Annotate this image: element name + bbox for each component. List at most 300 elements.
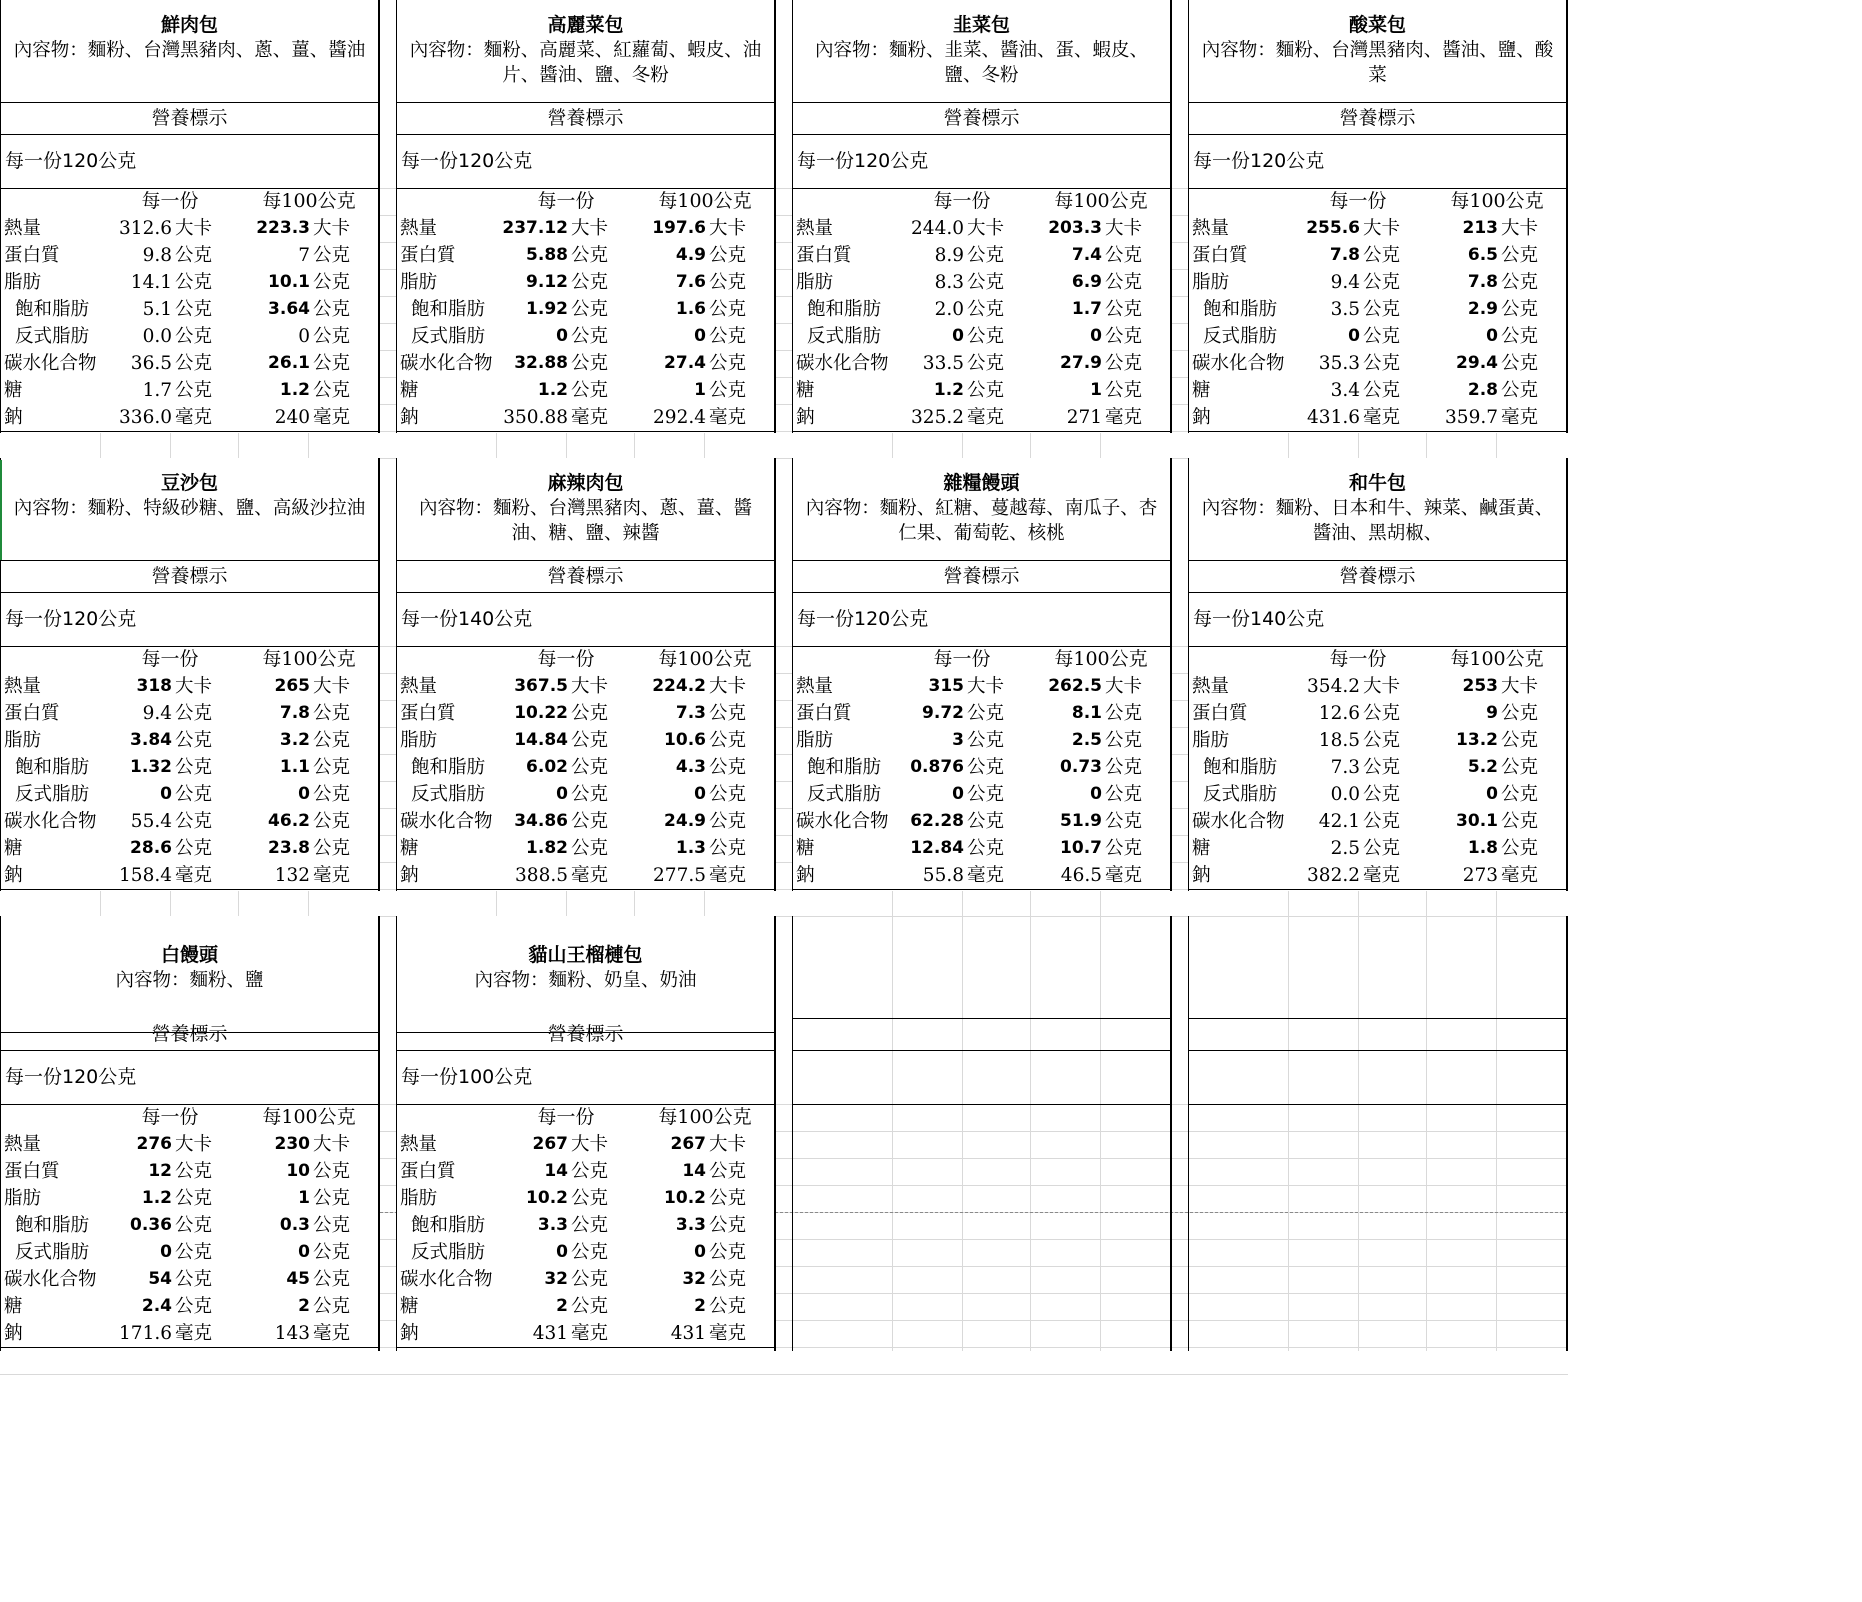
nutrient-row [1189,323,1566,350]
per-100g-value: 8.1 [1071,703,1102,723]
per-100g-unit: 公克 [709,326,747,347]
per-100g-value: 13.2 [1456,730,1498,750]
nutrient-name: 脂肪 [796,730,834,751]
per-serving-value: 9.12 [526,272,568,292]
per-serving-unit: 公克 [967,380,1005,401]
per-100g-value: 253 [1462,676,1498,696]
nutrition-card [396,916,776,1351]
nutrient-row [397,835,774,862]
per-serving-value: 158.4 [119,865,172,886]
per-serving-unit: 公克 [1363,326,1401,347]
per-serving-value: 0.0 [1330,784,1360,805]
per-serving-unit: 毫克 [175,407,213,428]
product-header [1,458,378,561]
per-100g-value: 24.9 [664,811,706,831]
per-serving-value: 1.2 [933,380,964,400]
per-100g-unit: 毫克 [1105,865,1143,886]
per-100g-value: 4.9 [675,245,706,265]
ingredients-text: 內容物：麵粉、台灣黑豬肉、醬油、鹽、酸菜 [1201,40,1554,86]
serving-size: 每一份140公克 [397,592,774,647]
nutrient-row [793,269,1170,296]
nutrient-row [793,727,1170,754]
nutrition-label-heading: 營養標示 [1189,102,1566,135]
nutrient-row [397,673,774,700]
per-100g-value: 223.3 [256,218,310,238]
column-headers [1,1104,378,1131]
ingredients-text: 內容物：麵粉、紅糖、蔓越莓、南瓜子、杏仁果、葡萄乾、核桃 [805,498,1158,544]
nutrition-card [0,0,380,433]
nutrient-name: 碳水化合物 [1192,353,1285,374]
per-100g-header: 每100公克 [1450,648,1544,670]
per-100g-header: 每100公克 [1054,190,1148,212]
per-100g-value: 5.2 [1467,757,1498,777]
per-serving-unit: 公克 [571,1188,609,1209]
per-serving-value: 431 [532,1323,568,1344]
per-serving-value: 2.5 [1330,838,1360,859]
nutrient-name: 脂肪 [4,1188,42,1209]
product-name: 豆沙包 [160,472,218,494]
per-serving-value: 34.86 [514,811,568,831]
ingredients-text: 內容物：麵粉、韭菜、醬油、蛋、蝦皮、鹽、冬粉 [814,40,1148,86]
per-serving-unit: 公克 [175,299,213,320]
nutrition-label-heading: 營養標示 [793,560,1170,593]
per-100g-unit: 公克 [1105,811,1143,832]
nutrient-name: 反式脂肪 [15,1242,90,1263]
product-header [1189,458,1566,561]
nutrient-name: 鈉 [400,407,419,428]
product-name: 麻辣肉包 [547,472,624,494]
per-100g-unit: 公克 [709,757,747,778]
nutrient-row [397,242,774,269]
nutrient-name: 糖 [4,838,23,859]
nutrient-row [1,673,378,700]
per-100g-unit: 大卡 [709,218,747,239]
nutrient-name: 熱量 [1192,676,1230,697]
nutrient-row [397,754,774,781]
per-100g-unit: 公克 [313,757,351,778]
nutrient-name: 飽和脂肪 [15,1215,90,1236]
nutrient-row [1,350,378,377]
per-serving-header: 每一份 [1329,648,1387,670]
nutrient-row [1,808,378,835]
card-bottom-border [1,431,378,432]
per-serving-value: 0 [1348,326,1360,346]
per-100g-unit: 大卡 [1105,218,1143,239]
per-100g-unit: 公克 [1105,326,1143,347]
nutrient-name: 碳水化合物 [796,811,889,832]
per-serving-value: 2 [556,1296,568,1316]
nutrient-row [793,323,1170,350]
nutrient-row [1,404,378,431]
per-100g-unit: 公克 [313,1188,351,1209]
nutrition-label-heading: 營養標示 [1189,560,1566,593]
nutrition-label-heading [1189,1018,1566,1051]
product-header [1189,0,1566,103]
per-100g-unit: 公克 [709,784,747,805]
per-serving-value: 0 [952,784,964,804]
per-100g-value: 0 [694,784,706,804]
per-serving-value: 9.4 [1330,272,1360,293]
nutrient-row [793,754,1170,781]
per-100g-value: 10.6 [664,730,706,750]
per-serving-unit: 公克 [967,703,1005,724]
per-100g-value: 213 [1462,218,1498,238]
nutrient-row [397,296,774,323]
product-name: 酸菜包 [1348,14,1406,36]
per-100g-value: 230 [274,1134,310,1154]
per-100g-value: 10 [286,1161,310,1181]
nutrient-row [1189,377,1566,404]
nutrient-name: 碳水化合物 [400,353,493,374]
nutrient-name: 反式脂肪 [807,784,882,805]
per-serving-unit: 公克 [967,299,1005,320]
nutrition-card [792,458,1172,891]
per-serving-unit: 公克 [967,838,1005,859]
per-100g-unit: 公克 [1501,353,1539,374]
per-100g-value: 29.4 [1456,353,1498,373]
per-100g-value: 27.4 [664,353,706,373]
per-serving-value: 0 [952,326,964,346]
per-100g-value: 9 [1486,703,1498,723]
product-header [1,916,378,1033]
nutrient-name: 飽和脂肪 [1203,299,1278,320]
product-name: 高麗菜包 [547,14,624,36]
nutrient-name: 反式脂肪 [411,326,486,347]
nutrition-label-heading: 營養標示 [397,1018,774,1051]
per-serving-unit: 公克 [175,1296,213,1317]
empty-card [792,916,1172,1351]
per-100g-value: 1.6 [675,299,706,319]
per-serving-unit: 公克 [175,730,213,751]
serving-size: 每一份120公克 [1189,134,1566,189]
nutrient-name: 蛋白質 [1192,703,1248,724]
card-bottom-border [1189,889,1566,890]
per-serving-value: 171.6 [119,1323,172,1344]
per-serving-unit: 公克 [1363,245,1401,266]
nutrient-row [397,1239,774,1266]
card-bottom-border [1,1347,378,1348]
per-100g-header: 每100公克 [1054,648,1148,670]
per-100g-unit: 毫克 [709,407,747,428]
per-100g-unit: 公克 [313,299,351,320]
per-100g-value: 1 [1090,380,1102,400]
per-100g-unit: 公克 [1105,757,1143,778]
per-serving-value: 431.6 [1307,407,1360,428]
per-serving-value: 10.22 [514,703,568,723]
per-100g-value: 0 [1090,784,1102,804]
per-serving-unit: 公克 [175,1188,213,1209]
nutrient-name: 糖 [1192,838,1211,859]
per-serving-unit: 公克 [571,811,609,832]
per-100g-value: 359.7 [1445,407,1498,428]
nutrient-row [397,1320,774,1347]
nutrient-name: 鈉 [1192,407,1211,428]
nutrient-name: 反式脂肪 [807,326,882,347]
per-serving-unit: 公克 [967,757,1005,778]
ingredients-text: 內容物：麵粉、鹽 [115,970,264,991]
nutrient-row [793,781,1170,808]
per-100g-unit: 公克 [313,1161,351,1182]
ingredients-text: 內容物：麵粉、台灣黑豬肉、蔥、薑、醬油、糖、鹽、辣醬 [418,498,752,544]
per-100g-value: 32 [682,1269,706,1289]
per-100g-header: 每100公克 [262,648,356,670]
per-100g-value: 23.8 [268,838,310,858]
per-100g-value: 0 [1486,326,1498,346]
per-100g-value: 0.3 [279,1215,310,1235]
per-100g-unit: 毫克 [1501,865,1539,886]
nutrient-row [1,1239,378,1266]
per-serving-value: 3.84 [130,730,172,750]
per-100g-value: 7 [298,245,310,266]
per-100g-header: 每100公克 [1450,190,1544,212]
selected-cell-marker [0,460,2,560]
nutrition-label-heading: 營養標示 [1,102,378,135]
card-bottom-border [1,889,378,890]
nutrient-row [793,700,1170,727]
per-100g-value: 10.7 [1060,838,1102,858]
per-100g-value: 0.73 [1060,757,1102,777]
per-serving-unit: 毫克 [571,1323,609,1344]
nutrient-name: 蛋白質 [796,245,852,266]
product-name: 和牛包 [1348,472,1406,494]
per-100g-value: 30.1 [1456,811,1498,831]
per-100g-unit: 公克 [1105,353,1143,374]
per-serving-unit: 公克 [571,838,609,859]
per-100g-unit: 公克 [313,784,351,805]
nutrient-name: 飽和脂肪 [15,757,90,778]
per-100g-unit: 公克 [1501,784,1539,805]
per-100g-unit: 公克 [313,703,351,724]
per-100g-unit: 公克 [313,245,351,266]
nutrient-row [397,377,774,404]
per-serving-value: 1.32 [130,757,172,777]
ingredients-text: 內容物：麵粉、台灣黑豬肉、蔥、薑、醬油 [13,40,366,61]
per-100g-value: 0 [298,1242,310,1262]
per-100g-unit: 大卡 [313,676,351,697]
per-serving-unit: 公克 [1363,757,1401,778]
card-bottom-border [793,889,1170,890]
nutrient-name: 飽和脂肪 [807,299,882,320]
per-100g-header: 每100公克 [658,648,752,670]
nutrient-row [1,781,378,808]
per-100g-unit: 公克 [313,326,351,347]
nutrition-label-heading: 營養標示 [1,1018,378,1051]
per-100g-unit: 公克 [1501,730,1539,751]
per-serving-value: 7.3 [1330,757,1360,778]
per-serving-value: 3.4 [1330,380,1360,401]
nutrient-name: 反式脂肪 [411,784,486,805]
per-serving-value: 6.02 [526,757,568,777]
per-serving-value: 2.0 [934,299,964,320]
per-100g-unit: 公克 [709,245,747,266]
nutrient-name: 碳水化合物 [400,811,493,832]
per-100g-value: 26.1 [268,353,310,373]
per-serving-value: 32 [544,1269,568,1289]
nutrient-row [793,215,1170,242]
per-serving-value: 2.4 [141,1296,172,1316]
product-header [793,458,1170,561]
per-100g-unit: 公克 [313,1269,351,1290]
per-100g-unit: 公克 [1105,784,1143,805]
nutrient-row [397,404,774,431]
per-serving-value: 55.8 [922,865,964,886]
column-headers [1189,188,1566,215]
nutrient-name: 鈉 [1192,865,1211,886]
per-serving-value: 267 [532,1134,568,1154]
per-100g-unit: 大卡 [1501,676,1539,697]
per-serving-value: 5.1 [142,299,172,320]
nutrient-row [397,727,774,754]
nutrient-row [397,215,774,242]
per-100g-unit: 公克 [1501,703,1539,724]
per-serving-value: 32.88 [514,353,568,373]
per-100g-unit: 公克 [313,380,351,401]
per-100g-value: 1.1 [279,757,310,777]
nutrient-row [793,673,1170,700]
per-100g-value: 46.2 [268,811,310,831]
nutrition-card [0,458,380,891]
nutrient-name: 糖 [4,1296,23,1317]
product-name: 雜糧饅頭 [943,472,1020,494]
per-serving-unit: 公克 [1363,811,1401,832]
per-100g-unit: 大卡 [709,676,747,697]
per-100g-value: 1.8 [1467,838,1498,858]
per-serving-unit: 公克 [571,1215,609,1236]
per-serving-value: 0.0 [142,326,172,347]
per-100g-unit: 公克 [1501,299,1539,320]
per-serving-unit: 大卡 [571,676,609,697]
per-100g-value: 7.3 [675,703,706,723]
per-100g-value: 7.4 [1071,245,1102,265]
per-serving-unit: 公克 [175,811,213,832]
per-100g-unit: 公克 [1105,730,1143,751]
nutrient-row [1,862,378,889]
per-serving-unit: 公克 [1363,784,1401,805]
per-serving-unit: 大卡 [175,218,213,239]
per-100g-unit: 公克 [313,811,351,832]
per-100g-value: 1.7 [1071,299,1102,319]
nutrition-label-heading: 營養標示 [1,560,378,593]
per-100g-value: 2 [298,1296,310,1316]
nutrient-name: 蛋白質 [4,703,60,724]
per-serving-unit: 公克 [175,1269,213,1290]
nutrient-name: 飽和脂肪 [1203,757,1278,778]
card-bottom-border [397,1347,774,1348]
nutrient-name: 糖 [4,380,23,401]
nutrient-name: 飽和脂肪 [15,299,90,320]
per-100g-unit: 公克 [1501,245,1539,266]
column-headers [397,646,774,673]
per-serving-unit: 大卡 [571,218,609,239]
per-100g-unit: 大卡 [1501,218,1539,239]
per-serving-value: 7.8 [1329,245,1360,265]
per-100g-unit: 毫克 [1501,407,1539,428]
per-100g-value: 0 [694,326,706,346]
per-serving-unit: 公克 [571,757,609,778]
per-serving-value: 3.5 [1330,299,1360,320]
per-serving-unit: 公克 [175,353,213,374]
per-100g-value: 1.2 [279,380,310,400]
nutrient-row [397,1185,774,1212]
nutrient-row [1,754,378,781]
per-100g-unit: 公克 [1105,838,1143,859]
per-100g-header: 每100公克 [658,190,752,212]
card-bottom-border [397,889,774,890]
per-100g-value: 0 [1486,784,1498,804]
nutrient-name: 熱量 [4,218,42,239]
product-header [397,916,774,1033]
per-100g-value: 203.3 [1048,218,1102,238]
per-100g-unit: 公克 [313,1242,351,1263]
nutrient-row [397,1131,774,1158]
per-serving-unit: 公克 [571,353,609,374]
product-header [397,0,774,103]
per-serving-unit: 公克 [571,784,609,805]
per-serving-unit: 公克 [1363,353,1401,374]
per-serving-unit: 毫克 [175,1323,213,1344]
per-100g-value: 6.9 [1071,272,1102,292]
per-serving-value: 5.88 [526,245,568,265]
product-header [397,458,774,561]
per-100g-value: 7.6 [675,272,706,292]
nutrient-row [1,700,378,727]
nutrient-name: 熱量 [796,218,834,239]
per-serving-unit: 公克 [1363,380,1401,401]
per-serving-unit: 公克 [175,1215,213,1236]
nutrient-name: 飽和脂肪 [411,299,486,320]
nutrient-row [397,1266,774,1293]
per-100g-unit: 毫克 [313,865,351,886]
per-100g-unit: 大卡 [313,1134,351,1155]
per-serving-unit: 大卡 [175,1134,213,1155]
nutrient-name: 蛋白質 [400,1161,456,1182]
per-serving-unit: 公克 [175,245,213,266]
nutrition-label-heading: 營養標示 [397,102,774,135]
nutrient-name: 反式脂肪 [1203,326,1278,347]
nutrient-row [1189,215,1566,242]
nutrient-row [397,323,774,350]
per-100g-value: 262.5 [1048,676,1102,696]
nutrient-row [1,269,378,296]
per-100g-value: 1 [298,1188,310,1208]
per-serving-value: 244.0 [911,218,964,239]
per-serving-unit: 公克 [1363,272,1401,293]
nutrient-name: 鈉 [400,865,419,886]
per-100g-unit: 公克 [313,838,351,859]
per-100g-value: 1 [694,380,706,400]
per-serving-unit: 公克 [1363,703,1401,724]
per-serving-unit: 公克 [1363,838,1401,859]
serving-size: 每一份120公克 [1,1050,378,1105]
per-serving-value: 8.9 [934,245,964,266]
per-serving-value: 33.5 [922,353,964,374]
per-serving-unit: 公克 [571,380,609,401]
per-serving-value: 237.12 [502,218,568,238]
per-serving-value: 0.876 [910,757,964,777]
per-100g-value: 1.3 [675,838,706,858]
nutrient-row [793,242,1170,269]
per-100g-unit: 公克 [1501,757,1539,778]
per-serving-value: 0 [556,1242,568,1262]
nutrient-name: 碳水化合物 [4,353,97,374]
per-100g-value: 240 [274,407,310,428]
nutrient-row [397,1158,774,1185]
product-name: 鮮肉包 [160,14,218,36]
per-serving-unit: 公克 [175,1161,213,1182]
nutrient-row [1189,808,1566,835]
per-100g-unit: 公克 [313,730,351,751]
per-100g-unit: 毫克 [313,407,351,428]
